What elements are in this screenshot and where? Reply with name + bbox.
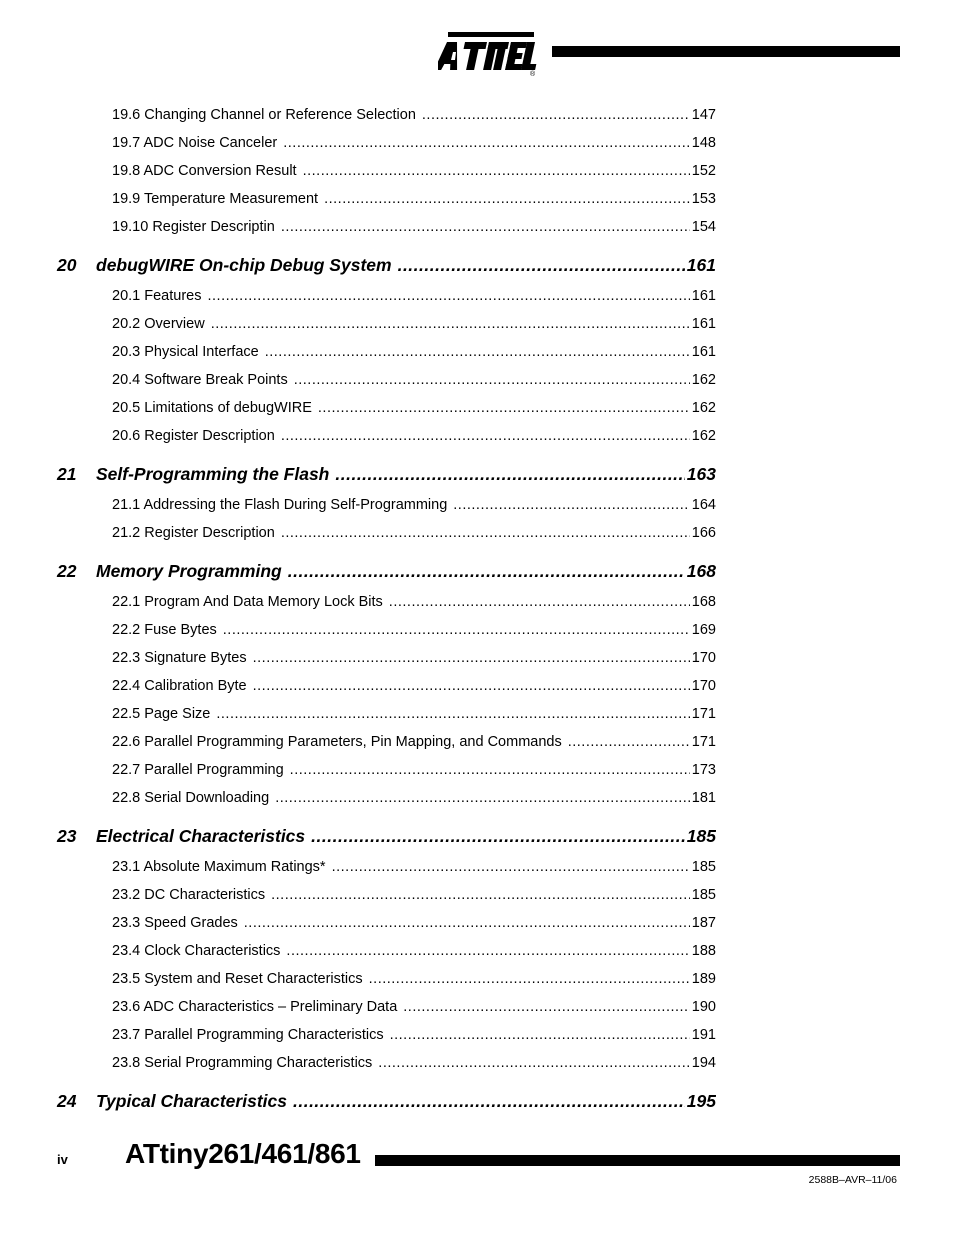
toc-section-entry[interactable] [0, 790, 716, 806]
toc-page-number: 185 [691, 859, 716, 875]
toc-page-number: 153 [691, 191, 716, 207]
toc-section-entry[interactable] [0, 135, 716, 151]
toc-page-number: 161 [686, 255, 716, 275]
toc-section-entry[interactable] [0, 678, 716, 694]
toc-entry-title: 20.2 Overview [112, 316, 205, 332]
toc-page-number: 171 [691, 706, 716, 722]
toc-entry-title: 23.8 Serial Programming Characteristics [112, 1055, 373, 1071]
toc-section-entry[interactable] [0, 428, 716, 444]
toc-entry-title: 23.1 Absolute Maximum Ratings* [112, 859, 326, 875]
toc-section-entry[interactable] [0, 971, 716, 987]
toc-page-number: 162 [691, 372, 716, 388]
toc-dot-leader [403, 999, 690, 1015]
toc-section-entry[interactable] [0, 163, 716, 179]
toc-page-number: 185 [686, 826, 716, 846]
toc-page-number: 168 [691, 594, 716, 610]
svg-text:®: ® [530, 71, 536, 78]
toc-section-entry[interactable] [0, 191, 716, 207]
toc-page-number: 152 [691, 163, 716, 179]
toc-entry-title: debugWIRE On-chip Debug System [96, 255, 392, 275]
toc-entry-title: Typical Characteristics [96, 1091, 287, 1111]
toc-entry-title: 19.7 ADC Noise Canceler [112, 135, 278, 151]
toc-dot-leader [290, 762, 690, 778]
toc-dot-leader [422, 107, 690, 123]
toc-chapter-number: 20 [57, 255, 77, 275]
toc-section-entry[interactable] [0, 594, 716, 610]
toc-entry-title: 23.2 DC Characteristics [112, 887, 266, 903]
toc-section-entry[interactable] [0, 316, 716, 332]
toc-entry-title: 19.8 ADC Conversion Result [112, 163, 297, 179]
toc-section-entry[interactable] [0, 344, 716, 360]
toc-dot-leader [324, 191, 690, 207]
toc-entry-title: 22.7 Parallel Programming [112, 762, 284, 778]
toc-section-entry[interactable] [0, 887, 716, 903]
toc-section-entry[interactable] [0, 943, 716, 959]
toc-section-entry[interactable] [0, 1055, 716, 1071]
toc-dot-leader [294, 372, 690, 388]
toc-dot-leader [281, 219, 690, 235]
toc-entry-title: 19.6 Changing Channel or Reference Selection [112, 107, 416, 123]
toc-page-number: 168 [686, 561, 716, 581]
toc-page-number: 171 [691, 734, 716, 750]
toc-entry-title: 19.9 Temperature Measurement [112, 191, 319, 207]
toc-dot-leader [303, 163, 690, 179]
toc-chapter-entry[interactable] [0, 561, 716, 582]
toc-section-entry[interactable] [0, 219, 716, 235]
toc-chapter-number: 23 [57, 826, 77, 846]
toc-dot-leader [281, 525, 690, 541]
toc-entry-title: 22.6 Parallel Programming Parameters, Pin Mapping, and Commands [112, 734, 562, 750]
toc-dot-leader [271, 887, 690, 903]
toc-dot-leader [568, 734, 690, 750]
toc-page-number: 164 [691, 497, 716, 513]
toc-chapter-entry[interactable] [0, 826, 716, 847]
toc-section-entry[interactable] [0, 706, 716, 722]
footer-rule [375, 1155, 900, 1166]
toc-page-number: 188 [691, 943, 716, 959]
toc-chapter-number: 24 [57, 1091, 77, 1111]
toc-entry-title: 20.3 Physical Interface [112, 344, 259, 360]
toc-page-number: 154 [691, 219, 716, 235]
toc-entry-title: 20.1 Features [112, 288, 202, 304]
toc-entry-title: 23.3 Speed Grades [112, 915, 238, 931]
toc-entry-title: 22.1 Program And Data Memory Lock Bits [112, 594, 383, 610]
toc-dot-leader [253, 650, 690, 666]
toc-section-entry[interactable] [0, 859, 716, 875]
document-code: 2588B–AVR–11/06 [808, 1174, 897, 1186]
toc-entry-title: 22.4 Calibration Byte [112, 678, 247, 694]
toc-page-number: 191 [691, 1027, 716, 1043]
toc-dot-leader [318, 400, 690, 416]
toc-chapter-entry[interactable] [0, 1091, 716, 1112]
toc-page-number: 189 [691, 971, 716, 987]
toc-chapter-entry[interactable] [0, 255, 716, 276]
toc-page-number: 161 [691, 316, 716, 332]
toc-section-entry[interactable] [0, 372, 716, 388]
toc-entry-title: 20.4 Software Break Points [112, 372, 288, 388]
toc-page-number: 161 [691, 344, 716, 360]
toc-entry-title: 23.6 ADC Characteristics – Preliminary Data [112, 999, 398, 1015]
toc-dot-leader [211, 316, 690, 332]
toc-page-number: 170 [691, 678, 716, 694]
toc-dot-leader [335, 464, 684, 485]
toc-page-number: 190 [691, 999, 716, 1015]
toc-dot-leader [332, 859, 690, 875]
toc-section-entry[interactable] [0, 762, 716, 778]
toc-section-entry[interactable] [0, 734, 716, 750]
toc-entry-title: 21.2 Register Description [112, 525, 275, 541]
toc-page-number: 161 [691, 288, 716, 304]
toc-entry-title: Electrical Characteristics [96, 826, 306, 846]
toc-entry-title: 19.10 Register Descriptin [112, 219, 275, 235]
toc-entry-title: 22.2 Fuse Bytes [112, 622, 217, 638]
toc-chapter-number: 21 [57, 464, 77, 484]
toc-dot-leader [453, 497, 690, 513]
toc-entry-title: 22.8 Serial Downloading [112, 790, 270, 806]
toc-page-number: 187 [691, 915, 716, 931]
toc-dot-leader [253, 678, 690, 694]
toc-page-number: 163 [686, 464, 716, 484]
toc-entry-title: Self-Programming the Flash [96, 464, 330, 484]
toc-section-entry[interactable] [0, 1027, 716, 1043]
toc-chapter-number: 22 [57, 561, 77, 581]
toc-section-entry[interactable] [0, 497, 716, 513]
toc-page-number: 194 [691, 1055, 716, 1071]
toc-dot-leader [288, 561, 685, 582]
toc-dot-leader [223, 622, 690, 638]
toc-dot-leader [369, 971, 690, 987]
toc-page-number: 169 [691, 622, 716, 638]
toc-entry-title: 22.5 Page Size [112, 706, 211, 722]
toc-chapter-entry[interactable] [0, 464, 716, 485]
toc-dot-leader [275, 790, 690, 806]
toc-dot-leader [398, 255, 685, 276]
toc-section-entry[interactable] [0, 288, 716, 304]
toc-dot-leader [265, 344, 690, 360]
toc-page-number: 195 [686, 1091, 716, 1111]
toc-entry-title: 23.5 System and Reset Characteristics [112, 971, 363, 987]
toc-entry-title: 23.4 Clock Characteristics [112, 943, 281, 959]
toc-page-number: 162 [691, 400, 716, 416]
toc-page-number: 166 [691, 525, 716, 541]
toc-dot-leader [283, 135, 690, 151]
toc-dot-leader [244, 915, 690, 931]
toc-section-entry[interactable] [0, 650, 716, 666]
toc-page-number: 181 [691, 790, 716, 806]
document-title: ATtiny261/461/861 [125, 1138, 361, 1169]
page-number: iv [57, 1152, 68, 1167]
toc-page-number: 147 [691, 107, 716, 123]
toc-section-entry[interactable] [0, 622, 716, 638]
toc-entry-title: Memory Programming [96, 561, 282, 581]
toc-entry-title: 20.6 Register Description [112, 428, 275, 444]
toc-page-number: 185 [691, 887, 716, 903]
toc-dot-leader [378, 1055, 690, 1071]
toc-section-entry[interactable] [0, 107, 716, 123]
toc-dot-leader [207, 288, 689, 304]
toc-entry-title: 23.7 Parallel Programming Characteristics [112, 1027, 384, 1043]
toc-section-entry[interactable] [0, 525, 716, 541]
toc-page-number: 148 [691, 135, 716, 151]
toc-page-number: 170 [691, 650, 716, 666]
toc-page-number: 173 [691, 762, 716, 778]
toc-dot-leader [389, 594, 690, 610]
toc-dot-leader [390, 1027, 690, 1043]
toc-section-entry[interactable] [0, 400, 716, 416]
toc-dot-leader [216, 706, 689, 722]
toc-entry-title: 21.1 Addressing the Flash During Self-Programming [112, 497, 448, 513]
toc-page-number: 162 [691, 428, 716, 444]
toc-entry-title: 20.5 Limitations of debugWIRE [112, 400, 312, 416]
toc-section-entry[interactable] [0, 915, 716, 931]
toc-dot-leader [311, 826, 685, 847]
toc-entry-title: 22.3 Signature Bytes [112, 650, 247, 666]
toc-dot-leader [293, 1091, 685, 1112]
toc-dot-leader [281, 428, 690, 444]
toc-section-entry[interactable] [0, 999, 716, 1015]
toc-dot-leader [286, 943, 689, 959]
